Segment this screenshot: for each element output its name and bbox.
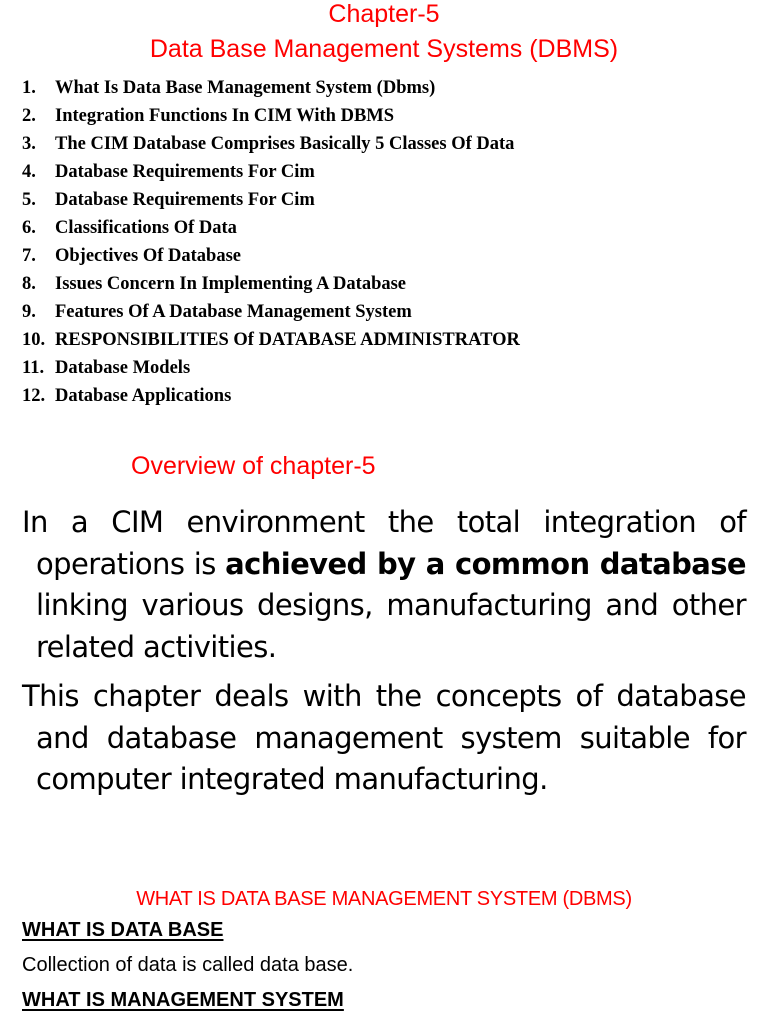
toc-item: [0, 74, 768, 102]
toc-text: What Is Data Base Management System (Dbms): [55, 78, 436, 98]
toc-number: 6.: [22, 218, 36, 238]
toc-number: 12.: [22, 386, 46, 406]
toc-item: [0, 242, 768, 270]
subheading-what-is-database: WHAT IS DATA BASE: [22, 919, 224, 941]
toc-number: 2.: [22, 106, 36, 126]
paragraph-text: linking various designs, manufacturing and other related activities.: [36, 588, 746, 664]
toc-text: Database Models: [55, 358, 191, 378]
toc-text: Classifications Of Data: [55, 218, 237, 238]
toc-text: Database Requirements For Cim: [55, 162, 315, 182]
paragraph-emphasis: achieved by a common database: [225, 546, 746, 581]
toc-item: [0, 270, 768, 298]
chapter-title: Data Base Management Systems (DBMS): [149, 35, 619, 63]
subheading-what-is-management-system: WHAT IS MANAGEMENT SYSTEM: [22, 989, 344, 1011]
section-heading: WHAT IS DATA BASE MANAGEMENT SYSTEM (DBMS): [136, 888, 632, 910]
toc-text: The CIM Database Comprises Basically 5 Classes Of Data: [55, 134, 515, 154]
toc-item: [0, 382, 768, 410]
toc-item: [0, 214, 768, 242]
toc-text: Database Requirements For Cim: [55, 190, 315, 210]
toc-item: [0, 130, 768, 158]
toc-number: 9.: [22, 302, 36, 322]
toc-item: [0, 158, 768, 186]
toc-number: 4.: [22, 162, 36, 182]
toc-item: [0, 102, 768, 130]
toc-item: [0, 326, 768, 354]
toc-text: Integration Functions In CIM With DBMS: [55, 106, 395, 126]
overview-heading: Overview of chapter-5: [131, 452, 376, 480]
overview-paragraph-2: This chapter deals with the concepts of database and database management system suitable for computer integrated manufacturing.: [22, 679, 746, 796]
toc-number: 10.: [22, 330, 46, 350]
toc-number: 1.: [22, 78, 36, 98]
toc-item: [0, 354, 768, 382]
toc-number: 8.: [22, 274, 36, 294]
definition-text: Collection of data is called data base.: [22, 954, 354, 976]
toc-text: Objectives Of Database: [55, 246, 241, 266]
toc-text: Features Of A Database Management System: [55, 302, 412, 322]
toc-text: RESPONSIBILITIES Of DATABASE ADMINISTRATOR: [55, 330, 520, 350]
toc-text: Issues Concern In Implementing A Database: [55, 274, 407, 294]
toc-number: 5.: [22, 190, 36, 210]
overview-paragraph-1: [22, 502, 746, 668]
toc-number: 11.: [22, 358, 45, 378]
chapter-number: Chapter-5: [328, 0, 440, 28]
toc-number: 7.: [22, 246, 36, 266]
paragraph-text: In a CIM environment the total integration of operations is: [22, 505, 746, 581]
table-of-contents: [0, 74, 768, 410]
toc-item: [0, 298, 768, 326]
toc-item: [0, 186, 768, 214]
toc-text: Database Applications: [55, 386, 232, 406]
toc-number: 3.: [22, 134, 36, 154]
